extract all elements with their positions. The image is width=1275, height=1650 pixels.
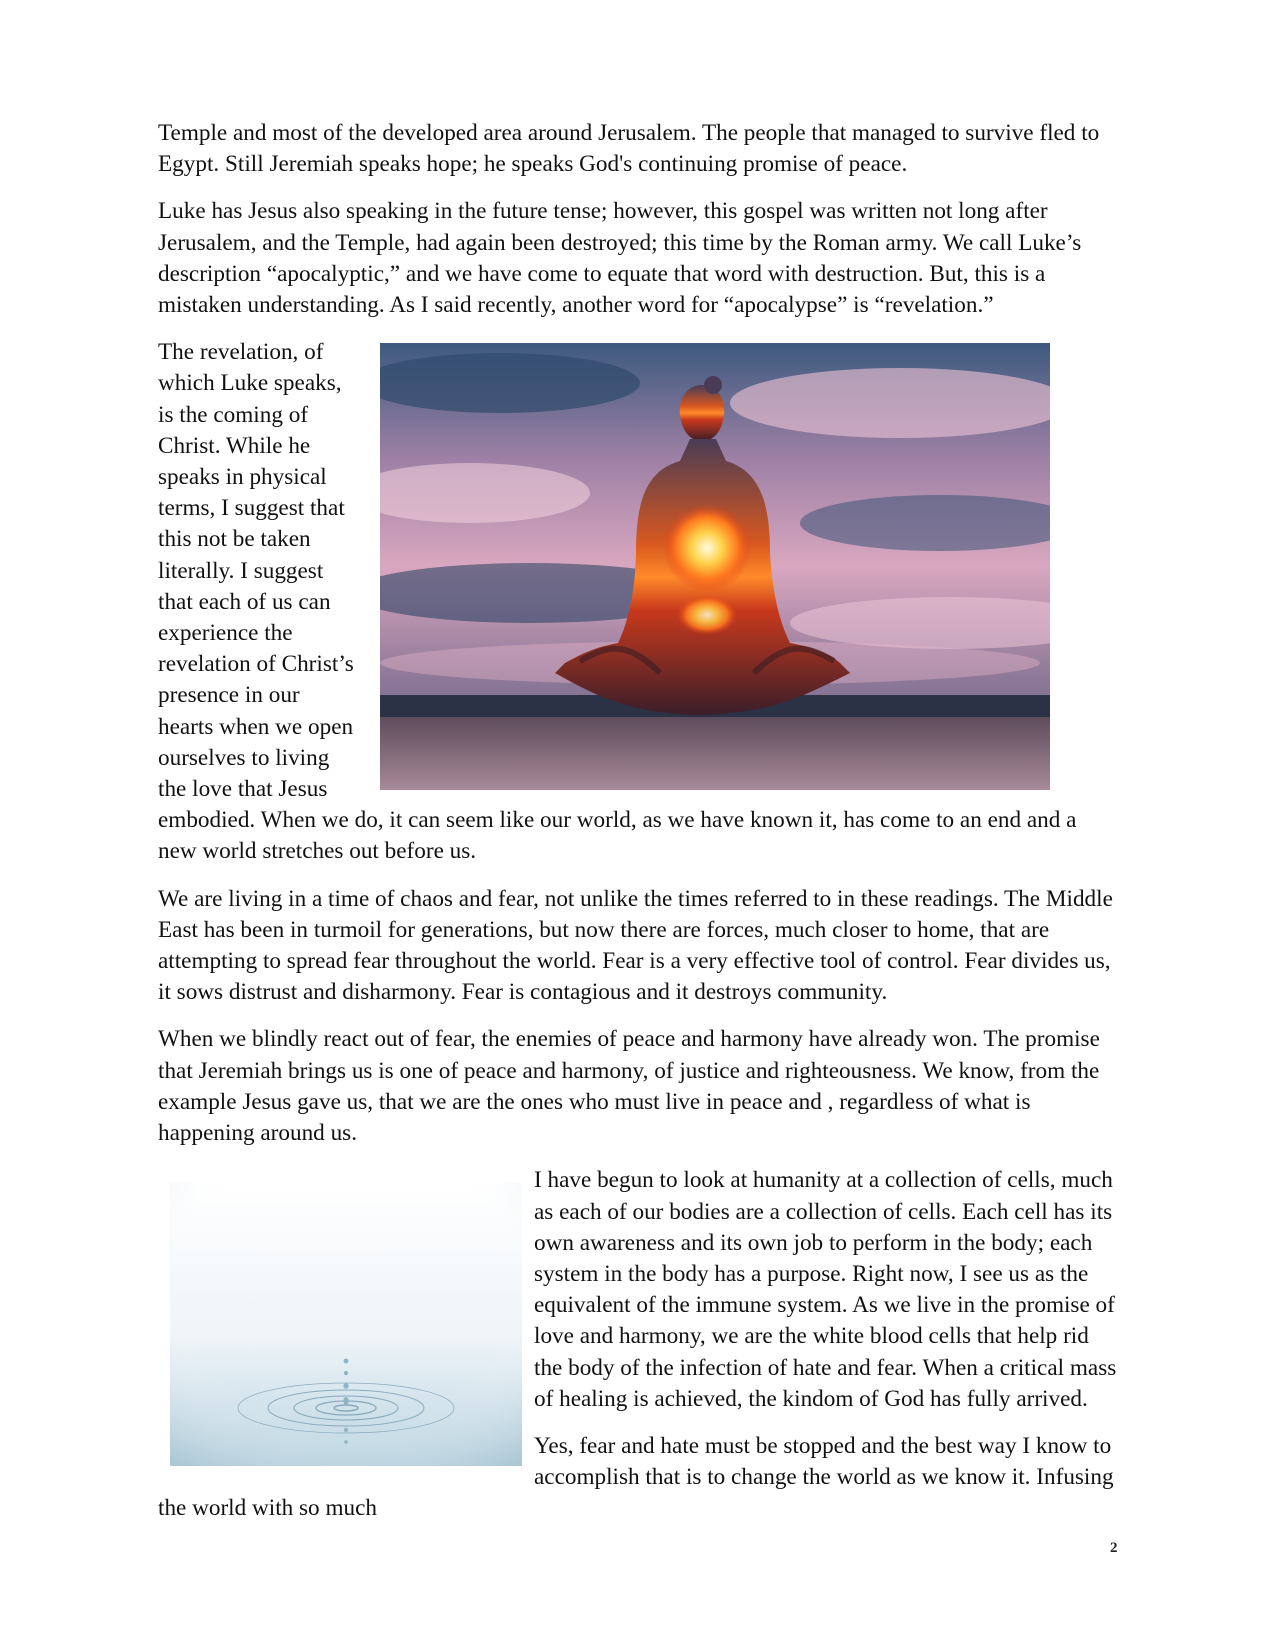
paragraph-4: We are living in a time of chaos and fear, not unlike the times referred to in these readings. The Middle East has been in turmoil for generations, but now there are forces, much closer to home, that are attempting to spread fear throughout the world. Fear is a very effective tool of control. Fear divides us, it sows distrust and disharmony. Fear is contagious and it destroys community. [158, 885, 1113, 1006]
page-number: 2 [1110, 1540, 1118, 1556]
paragraph-5: When we blindly react out of fear, the enemies of peace and harmony have already won. The promise that Jeremiah brings us is one of peace and harmony, of justice and righteousness. We know, from the example Jesus gave us, that we are the ones who must live in peace and , regardless of what is happening around us. [158, 1026, 1100, 1147]
water-drop-ripple-image [170, 1183, 522, 1466]
paragraph-7: Yes, fear and hate must be stopped and the best way I know to accomplish that is to change the world as we know it. Infusing the world with so much [158, 1432, 1114, 1522]
paragraph-3: The revelation, of which Luke speaks, is the coming of Christ. While he speaks in physical terms, I suggest that this not be taken literally. I suggest that each of us can experience the revelation of Christ’s presence in our hearts when we open ourselves to living the love that Jesus embodied. When we do, it can seem like our world, as we have known it, has come to an end and a new world stretches out before us. [158, 339, 1077, 865]
paragraph-2: Luke has Jesus also speaking in the future tense; however, this gospel was written not long after Jerusalem, and the Temple, had again been destroyed; this time by the Roman army. We call Luke’s description “apocalyptic,” and we have come to equate that word with destruction. But, this is a mistaken understanding. As I said recently, another word for “apocalypse” is “revelation.” [158, 198, 1082, 319]
paragraph-1: Temple and most of the developed area around Jerusalem. The people that managed to survive fled to Egypt. Still Jeremiah speaks hope; he speaks God's continuing promise of peace. [158, 120, 1100, 178]
body-text [158, 118, 1120, 1541]
paragraph-6: I have begun to look at humanity at a collection of cells, much as each of our bodies are a collection of cells. Each cell has its own awareness and its own job to perform in the body; each system in the body has a purpose. Right now, I see us as the equivalent of the immune system. As we live in the promise of love and harmony, we are the white blood cells that help rid the body of the infection of hate and fear. When a critical mass of healing is achieved, the kindom of God has fully arrived. [534, 1167, 1117, 1412]
meditation-silhouette-image [380, 343, 1050, 790]
